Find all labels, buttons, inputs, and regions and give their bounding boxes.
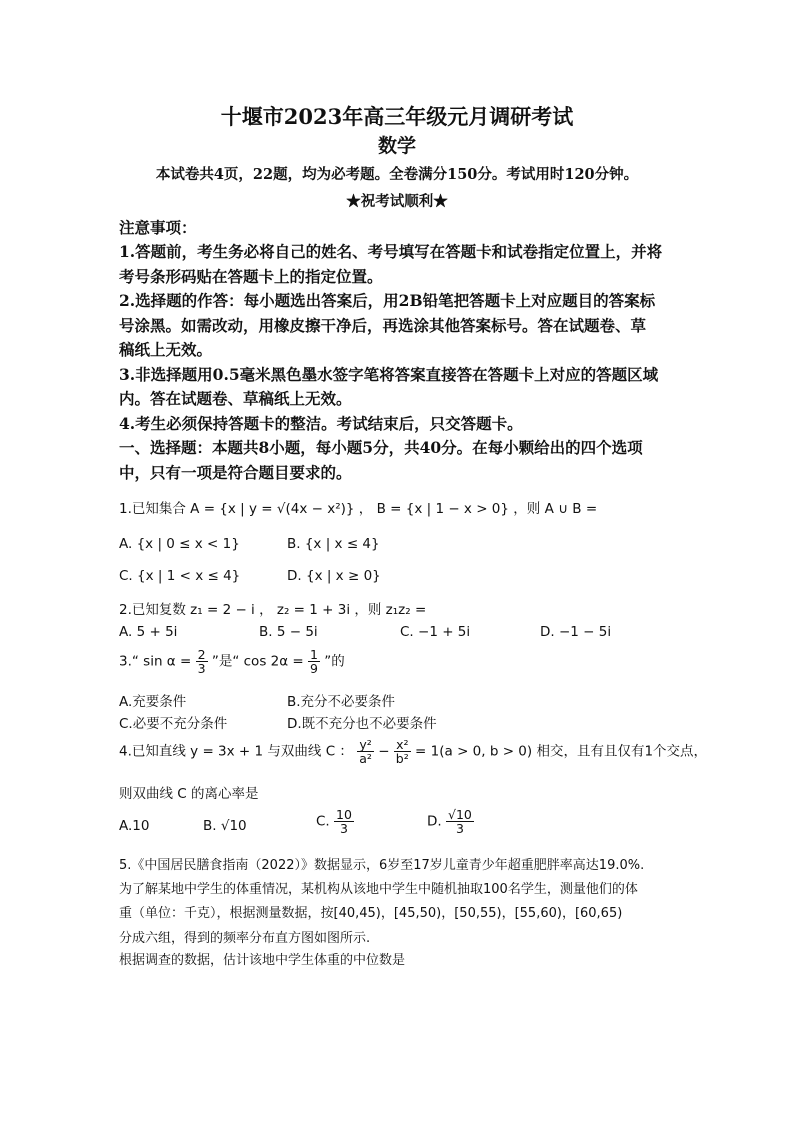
question-5-line: 根据调查的数据，估计该地中学生体重的中位数是 [119,953,406,968]
question-4-pre: 4.已知直线 y = 3x + 1 与双曲线 C ： [119,743,353,760]
note-line: 2.选择题的作答：每小题选出答案后，用2B铅笔把答题卡上对应题目的答案标 [119,291,656,310]
question-2-option-a: A. 5 + 5i [119,624,178,640]
question-2-stem: 2.已知复数 z₁ = 2 − i ， z₂ = 1 + 3i ，则 z₁z₂ = [119,602,427,618]
note-line: 考号条形码贴在答题卡上的指定位置。 [119,267,383,286]
fraction-denominator: a² [359,751,372,767]
fraction-denominator: 3 [339,821,348,837]
fraction-numerator: 10 [336,807,352,822]
question-4-option-c [316,808,354,835]
exam-info: 本试卷共4页，22题，均为必考题。全卷满分150分。考试用时120分钟。 [155,166,639,183]
fraction [196,648,208,675]
fraction [308,648,320,675]
question-3-post: ”的 [324,653,345,670]
exam-subject: 数学 [377,135,416,157]
question-5-line: 为了解某地中学生的体重情况，某机构从该地中学生中随机抽取100名学生，测量他们的体 [119,882,638,897]
note-line: 1.答题前，考生务必将自己的姓名、考号填写在答题卡和试卷指定位置上，并将 [119,242,663,261]
question-4-option-a: A.10 [119,818,150,834]
question-4-post: = 1(a > 0, b > 0) 相交，且有且仅有1个交点， [415,743,708,760]
note-line: 3.非选择题用0.5毫米黑色墨水签字笔将答案直接答在答题卡上对应的答题区域 [119,365,659,384]
fraction-denominator: 3 [455,821,464,837]
question-2-option-b: B. 5 − 5i [259,624,318,640]
fraction-numerator: x² [394,738,411,752]
question-5-line: 5.《中国居民膳食指南（2022）》数据显示，6岁至17岁儿童青少年超重肥胖率高达19.0%. [119,858,645,873]
question-1-option-d: D. {x | x ≥ 0} [287,568,381,584]
fraction-numerator: y² [357,738,374,752]
question-4-stem [119,738,707,765]
question-1-option-c: C. {x | 1 < x ≤ 4} [119,568,241,584]
question-1-option-b: B. {x | x ≤ 4} [287,536,380,552]
question-3-option-b: B.充分不必要条件 [287,694,396,710]
section-heading: 一、选择题：本题共8小题，每小题5分，共40分。在每小颗给出的四个选项 [119,438,643,457]
question-3-pre: 3.“ sin α = [119,653,192,670]
note-line: 稿纸上无效。 [119,340,213,359]
question-2-option-c: C. −1 + 5i [400,624,471,640]
question-5-line: 分成六组，得到的频率分布直方图如图所示. [119,931,371,946]
question-5-line: 重（单位：千克），根据测量数据，按[40,45)，[45,50)，[50,55)，[55,60)，[60,65) [119,906,623,921]
fraction-numerator: 1 [310,647,318,662]
question-4-line2: 则双曲线 C 的离心率是 [119,786,259,802]
exam-wish: ★祝考试顺利★ [346,193,448,210]
question-3-mid: ”是“ cos 2α = [211,653,304,670]
question-2-option-d: D. −1 − 5i [540,624,612,640]
fraction-denominator: 9 [310,661,318,677]
note-line: 号涂黑。如需改动，用橡皮擦干净后，再选涂其他答案标号。答在试题卷、草 [119,316,647,335]
minus-sign: − [378,743,390,760]
notes-heading: 注意事项： [119,218,197,237]
option-label: C. [316,813,330,830]
option-label: D. [427,813,442,830]
note-line: 4.考生必须保持答题卡的整洁。考试结束后，只交答题卡。 [119,414,523,433]
question-1-option-a: A. {x | 0 ≤ x < 1} [119,536,240,552]
question-1-stem: 1.已知集合 A = {x | y = √(4x − x²)} ， B = {x | 1 − x > 0} ，则 A ∪ B = [119,501,598,517]
fraction [394,738,411,765]
question-4-option-b: B. √10 [203,818,247,834]
question-3-option-d: D.既不充分也不必要条件 [287,716,437,732]
fraction-denominator: 3 [197,661,206,677]
fraction-denominator: b² [395,751,409,767]
section-heading-cont: 中，只有一项是符合题目要求的。 [119,463,352,482]
question-3-stem [119,648,345,675]
fraction-numerator: √10 [447,807,472,822]
fraction [334,808,354,835]
question-3-option-c: C.必要不充分条件 [119,716,228,732]
fraction-numerator: 2 [197,647,206,662]
exam-title: 十堰市2023年高三年级元月调研考试 [220,104,574,129]
question-4-option-d [427,808,474,835]
fraction [446,808,474,835]
note-line: 内。答在试题卷、草稿纸上无效。 [119,389,352,408]
fraction [357,738,374,765]
question-3-option-a: A.充要条件 [119,694,187,710]
